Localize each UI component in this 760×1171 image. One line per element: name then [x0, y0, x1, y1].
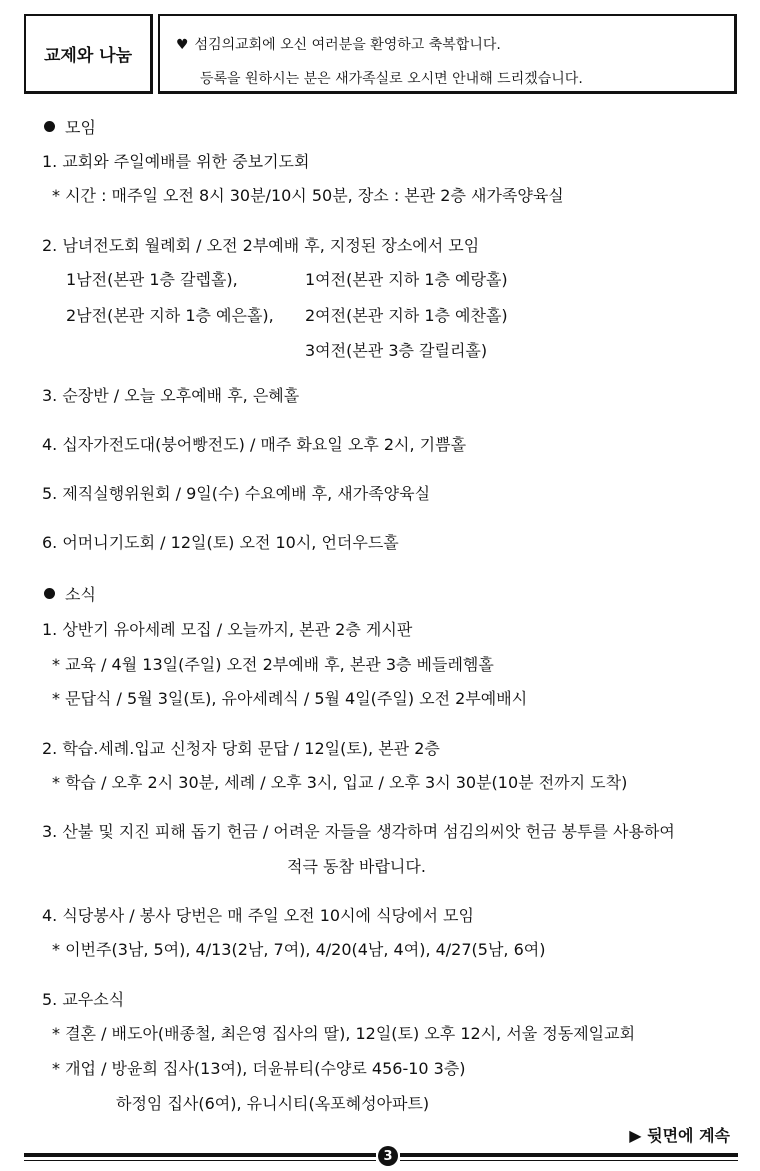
meetings-heading — [44, 118, 96, 138]
list-item: 적극 동참 바랍니다. — [287, 857, 426, 876]
list-item: * 개업 / 방윤희 집사(13여), 더윤뷰티(수양로 456-10 3층) — [52, 1059, 466, 1078]
list-item: * 이번주(3남, 5여), 4/13(2남, 7여), 4/20(4남, 4여), 4/27(5남, 6여) — [52, 940, 546, 959]
list-item: 4. 식당봉사 / 봉사 당번은 매 주일 오전 10시에 식당에서 모임 — [42, 906, 474, 925]
list-item: 4. 십자가전도대(붕어빵전도) / 매주 화요일 오후 2시, 기쁨홀 — [42, 435, 467, 454]
bullet-icon — [44, 121, 55, 132]
list-item: * 결혼 / 배도아(배종철, 최은영 집사의 딸), 12일(토) 오후 12시, 서울 정동제일교회 — [52, 1024, 636, 1043]
list-item: 하정임 집사(6여), 유니시티(옥포혜성아파트) — [116, 1094, 430, 1113]
list-item: 3여전(본관 3층 갈릴리홀) — [305, 341, 488, 360]
list-item: 1. 교회와 주일예배를 위한 중보기도회 — [42, 152, 310, 171]
list-item: 3. 순장반 / 오늘 오후예배 후, 은혜홀 — [42, 386, 300, 405]
list-item: 2남전(본관 지하 1층 예은홀), — [66, 306, 274, 325]
list-item: 2. 학습.세례.입교 신청자 당회 문답 / 12일(토), 본관 2층 — [42, 739, 440, 758]
welcome-text: 섬김의교회에 오신 여러분을 환영하고 축복합니다. — [194, 37, 501, 53]
list-item: * 학습 / 오후 2시 30분, 세례 / 오후 3시, 입교 / 오후 3시 30분(10분 전까지 도착) — [52, 773, 628, 792]
footer-rule-thin — [24, 1160, 376, 1161]
news-title: 소식 — [65, 585, 96, 604]
news-heading — [44, 585, 96, 605]
section-label: 교제와 나눔 — [24, 14, 153, 94]
list-item: 2. 남녀전도회 월례회 / 오전 2부예배 후, 지정된 장소에서 모임 — [42, 236, 480, 255]
list-item: * 문답식 / 5월 3일(토), 유아세례식 / 5월 4일(주일) 오전 2부예배시 — [52, 689, 528, 708]
list-item: 2여전(본관 지하 1층 예찬홀) — [305, 306, 508, 325]
footer-rule — [400, 1153, 738, 1157]
footer-rule — [24, 1153, 376, 1157]
continued-note: ▶ 뒷면에 계속 — [629, 1126, 730, 1145]
page-number: 3 — [378, 1146, 398, 1166]
list-item: * 시간 : 매주일 오전 8시 30분/10시 50분, 장소 : 본관 2층 새가족양육실 — [52, 186, 564, 205]
register-line: 등록을 원하시는 분은 새가족실로 오시면 안내해 드리겠습니다. — [200, 71, 583, 87]
welcome-line — [176, 34, 501, 54]
bullet-icon — [44, 588, 55, 599]
footer-rule-thin — [400, 1160, 738, 1161]
list-item: 3. 산불 및 지진 피해 돕기 헌금 / 어려운 자들을 생각하며 섬김의씨앗 헌금 봉투를 사용하여 — [42, 822, 675, 841]
meetings-title: 모임 — [65, 118, 96, 137]
list-item: * 교육 / 4월 13일(주일) 오전 2부예배 후, 본관 3층 베들레헴홀 — [52, 655, 494, 674]
welcome-box — [158, 14, 737, 94]
list-item: 1남전(본관 1층 갈렙홀), — [66, 270, 238, 289]
list-item: 1여전(본관 지하 1층 예랑홀) — [305, 270, 508, 289]
list-item: 1. 상반기 유아세례 모집 / 오늘까지, 본관 2층 게시판 — [42, 620, 413, 639]
list-item: 6. 어머니기도회 / 12일(토) 오전 10시, 언더우드홀 — [42, 533, 399, 552]
list-item: 5. 제직실행위원회 / 9일(수) 수요예배 후, 새가족양육실 — [42, 484, 431, 503]
heart-icon: ♥ — [176, 37, 189, 53]
list-item: 5. 교우소식 — [42, 990, 125, 1009]
